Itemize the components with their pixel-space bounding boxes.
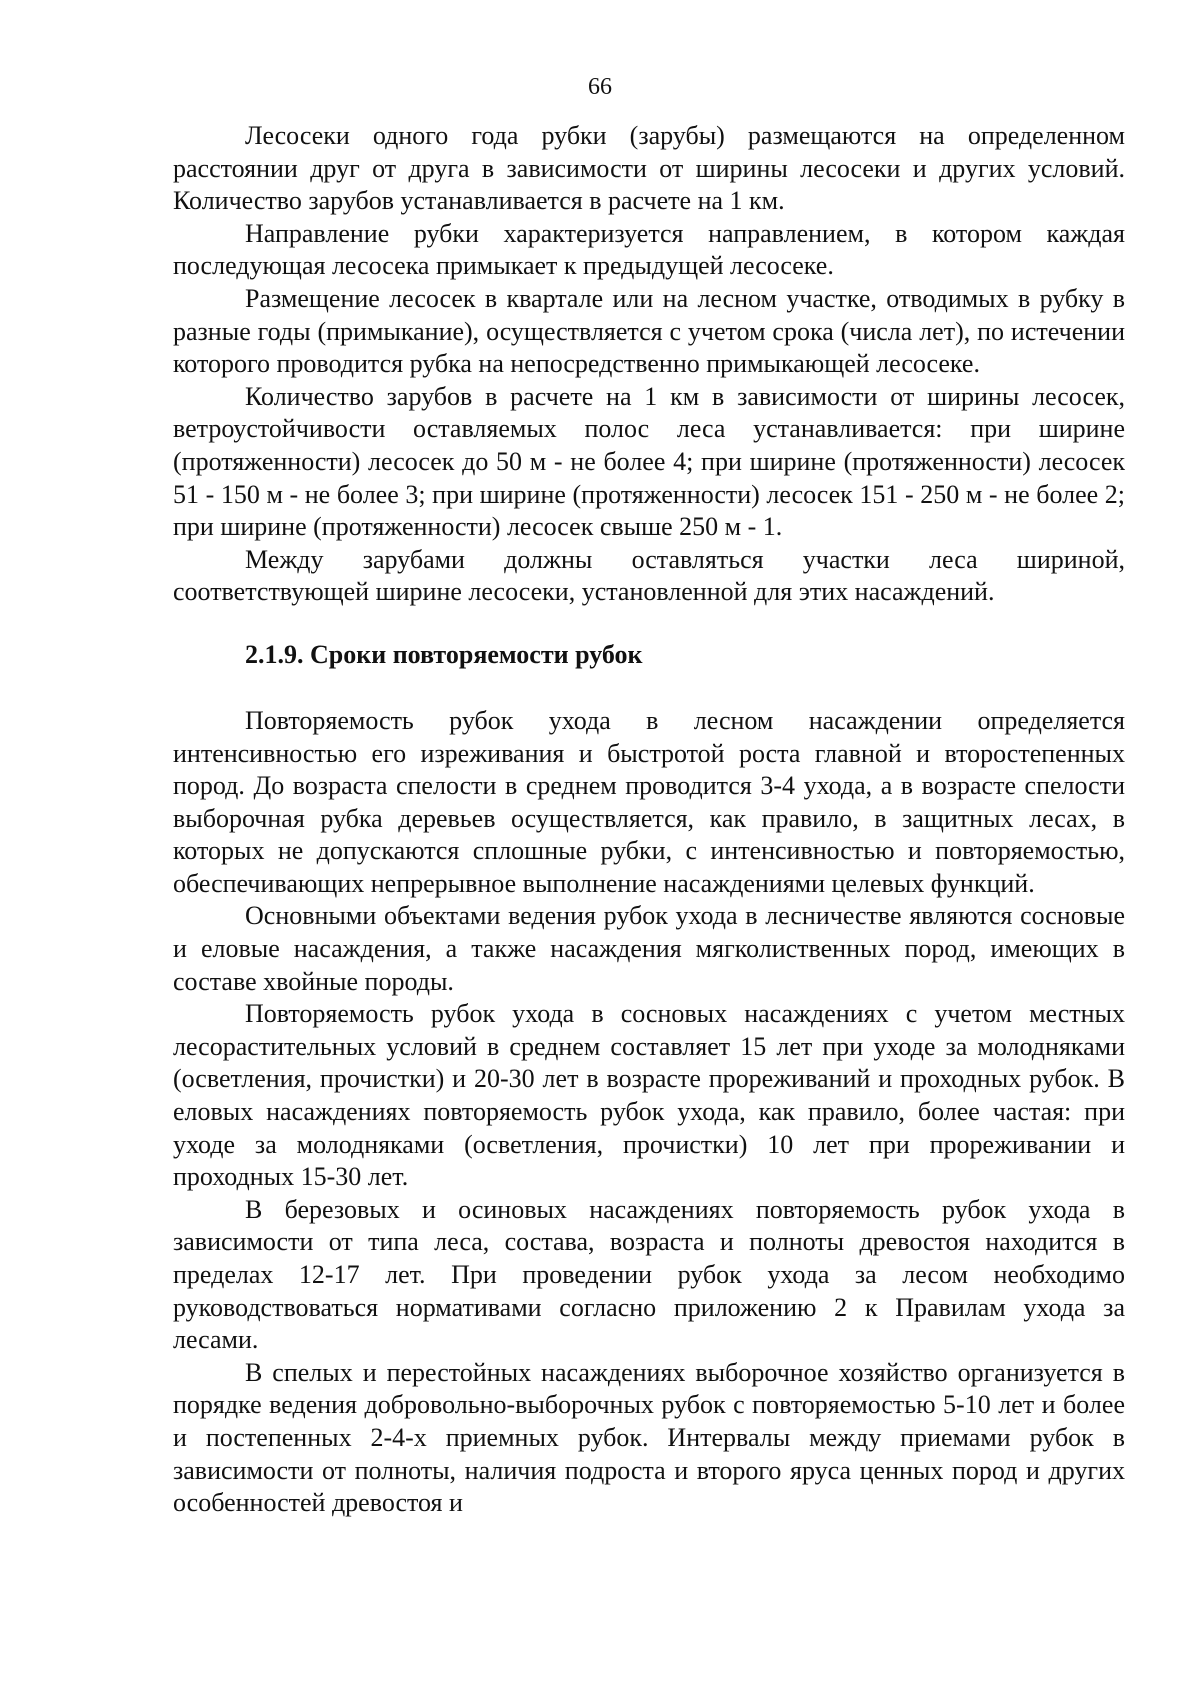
paragraph: В березовых и осиновых насаждениях повторяемость рубок ухода в зависимости от типа леса, состава, возраста и полноты древостоя находится в пределах 12-17 лет. При проведении рубок ухода за лесом необходимо руководствоваться нормативами согласно приложению 2 к Правилам ухода за лесами. [173, 1194, 1125, 1355]
paragraph: Повторяемость рубок ухода в лесном насаждении определяется интенсивностью его изреживания и быстротой роста главной и второстепенных пород. До возраста спелости в среднем проводится 3-4 ухода, а в возрасте спелости выборочная рубка деревьев осуществляется, как правило, в защитных лесах, в которых не допускаются сплошные рубки, с интенсивностью и повторяемостью, обеспечивающих непрерывное выполнение насаждениями целевых функций. [173, 705, 1125, 898]
paragraph: Количество зарубов в расчете на 1 км в зависимости от ширины лесосек, ветроустойчивости оставляемых полос леса устанавливается: при ширине (протяженности) лесосек до 50 м - не более 4; при ширине (протяженности) лесосек 51 - 150 м - не более 3; при ширине (протяженности) лесосек 151 - 250 м - не более 2; при ширине (протяженности) лесосек свыше 250 м - 1. [173, 381, 1125, 542]
page-number: 66 [588, 74, 612, 100]
paragraph: Повторяемость рубок ухода в сосновых насаждениях с учетом местных лесорастительных условий в среднем составляет 15 лет при уходе за молодняками (осветления, прочистки) и 20-30 лет в возрасте прореживаний и проходных рубок. В еловых насаждениях повторяемость рубок ухода, как правило, более частая: при уходе за молодняками (осветления, прочистки) 10 лет при прореживании и проходных 15-30 лет. [173, 999, 1125, 1192]
document-body [173, 120, 1125, 1520]
paragraph: Основными объектами ведения рубок ухода в лесничестве являются сосновые и еловые насаждения, а также насаждения мягколиственных пород, имеющих в составе хвойные породы. [173, 901, 1125, 996]
section-heading: 2.1.9. Сроки повторяемости рубок [245, 639, 643, 669]
paragraph: Между зарубами должны оставляться участки леса шириной, соответствующей ширине лесосеки, установленной для этих насаждений. [173, 544, 1125, 607]
paragraph: В спелых и перестойных насаждениях выборочное хозяйство организуется в порядке ведения добровольно-выборочных рубок с повторяемостью 5-10 лет и более и постепенных 2-4-х приемных рубок. Интервалы между приемами рубок в зависимости от полноты, наличия подроста и второго яруса ценных пород и других особенностей древостоя и [173, 1357, 1125, 1518]
paragraph: Лесосеки одного года рубки (зарубы) размещаются на определенном расстоянии друг от друга в зависимости от ширины лесосеки и других условий. Количество зарубов устанавливается в расчете на 1 км. [173, 121, 1125, 216]
paragraph: Направление рубки характеризуется направлением, в котором каждая последующая лесосека примыкает к предыдущей лесосеке. [173, 218, 1125, 281]
paragraph: Размещение лесосек в квартале или на лесном участке, отводимых в рубку в разные годы (примыкание), осуществляется с учетом срока (числа лет), по истечении которого проводится рубка на непосредственно примыкающей лесосеке. [173, 283, 1125, 379]
